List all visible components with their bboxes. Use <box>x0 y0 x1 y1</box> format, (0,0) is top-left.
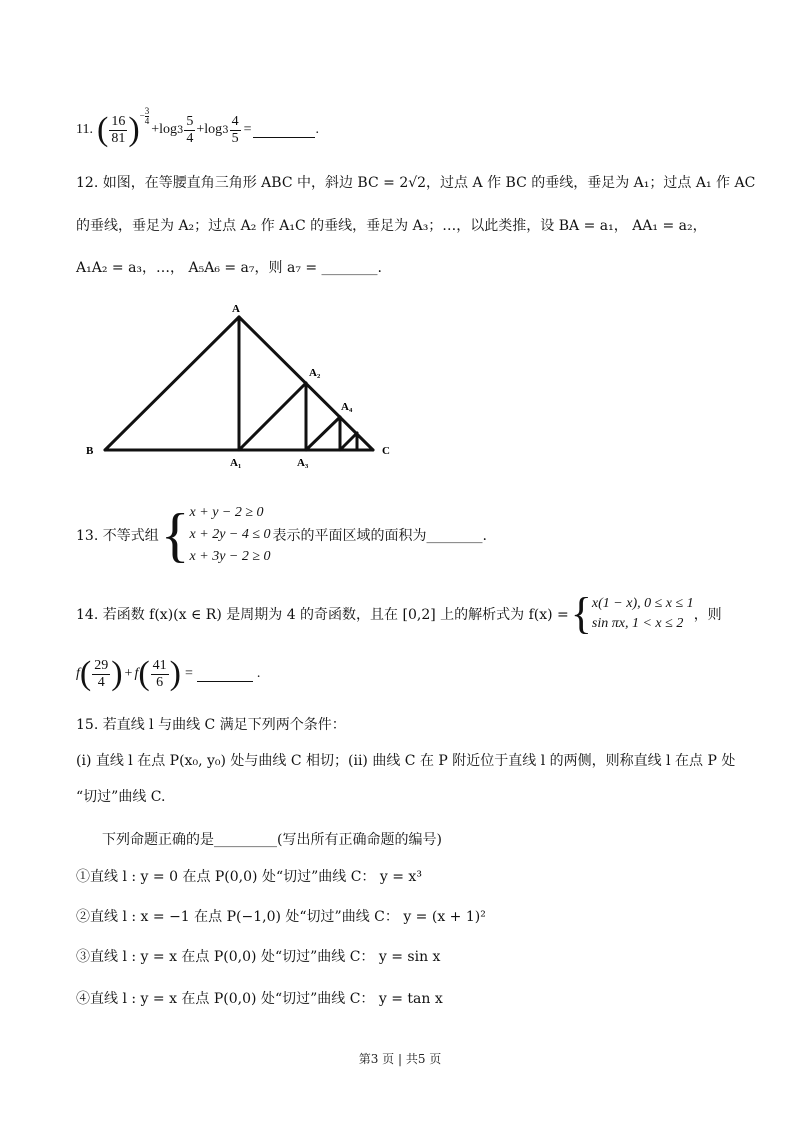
piecewise-brace: { <box>570 589 592 638</box>
question-13-suffix: 表示的平面区域的面积为________. <box>272 528 487 544</box>
page-footer: 第3 页 | 共5 页 <box>358 1052 442 1066</box>
q14-arg-2: $\frac{41}{6}$ <box>152 658 167 690</box>
q11-base-fraction: $\frac{16}{81}$ <box>111 114 126 146</box>
question-13 <box>76 498 487 572</box>
question-15-line-2: (i) 直线 l 在点 P(x₀, y₀) 处与曲线 C 相切；(ii) 曲线 C 在 P 附近位于直线 l 的两侧，则称直线 l 在点 P 处 <box>76 753 736 769</box>
option-2: ②直线 l : x = −1 在点 P(−1,0) 处“切过”曲线 C： y = (x + 1)² <box>76 909 486 925</box>
label-A4: A₄ <box>341 401 353 413</box>
triangle-figure <box>80 300 400 475</box>
option-4: ④直线 l : y = x 在点 P(0,0) 处“切过”曲线 C： y = tan x <box>76 991 443 1007</box>
label-C: C <box>382 445 390 457</box>
question-15-line-3: “切过”曲线 C. <box>76 789 166 805</box>
left-paren: ( <box>138 655 150 692</box>
q11-exponent: − $\frac{3}{4}$ <box>139 105 150 126</box>
right-paren: ) <box>111 655 123 692</box>
label-A1: A₁ <box>230 457 242 469</box>
option-3: ③直线 l : y = x 在点 P(0,0) 处“切过”曲线 C： y = sin x <box>76 949 441 965</box>
question-15-prompt: 下列命题正确的是_________(写出所有正确命题的编号) <box>102 832 442 848</box>
segment-A1A2 <box>239 383 306 450</box>
q11-log-arg-2: $\frac{4}{5}$ <box>231 114 239 146</box>
left-paren: ( <box>79 655 92 692</box>
segment-A5A6 <box>340 433 357 450</box>
label-B: B <box>86 445 94 457</box>
question-12-line-2: 的垂线，垂足为 A₂；过点 A₂ 作 A₁C 的垂线，垂足为 A₃；…，以此类推，设 BA = a₁， AA₁ = a₂， <box>76 218 707 234</box>
segment-A3A4 <box>306 417 340 450</box>
question-11-number: 11. <box>76 122 93 137</box>
right-paren: ) <box>169 655 181 692</box>
label-A3: A₃ <box>297 457 309 469</box>
question-15-line-1: 15. 若直线 l 与曲线 C 满足下列两个条件： <box>76 717 346 733</box>
q11-log-arg-1: $\frac{5}{4}$ <box>186 114 194 146</box>
question-12-line-1: 12. 如图，在等腰直角三角形 ABC 中，斜边 BC = 2√2，过点 A 作 BC 的垂线，垂足为 A₁；过点 A₁ 作 AC <box>76 175 756 191</box>
question-14-line-2: f ( $\frac{29}{4}$ ) + f ( $\frac{41}{6}$ ) = . <box>76 655 261 692</box>
piecewise-cases: x(1 − x), 0 ≤ x ≤ 1 sin πx, 1 < x ≤ 2 <box>591 596 694 631</box>
answer-blank[interactable] <box>197 667 253 682</box>
label-A2: A₂ <box>309 367 321 379</box>
inequality-system: x + y − 2 ≥ 0 x + 2y − 4 ≤ 0 x + 3y − 2 ≥ 0 <box>189 505 271 564</box>
question-11: 11. ( $\frac{16}{81}$ ) − $\frac{3}{4}$ +log 3 $\frac{5}{4}$ +log 3 $\frac{4}{5}$ = . <box>76 105 319 148</box>
label-A: A <box>232 303 240 315</box>
question-14-line-1: 14. 若函数 f(x)(x ∈ R) 是周期为 4 的奇函数，且在 [0,2] 上的解析式为 f(x) = { x(1 − x), 0 ≤ x ≤ 1 sin πx, 1 < x ≤ 2 ，则 <box>76 589 722 638</box>
question-13-prefix: 13. 不等式组 <box>76 528 159 544</box>
system-brace: { <box>160 502 190 568</box>
q14-arg-1: $\frac{29}{4}$ <box>94 658 109 690</box>
left-paren: ( <box>96 111 109 148</box>
segment-BA <box>105 317 239 450</box>
answer-blank[interactable] <box>253 123 315 138</box>
option-1: ①直线 l : y = 0 在点 P(0,0) 处“切过”曲线 C： y = x³ <box>76 869 422 885</box>
right-paren: ) <box>128 111 140 148</box>
question-12-line-3: A₁A₂ = a₃，…， A₅A₆ = a₇，则 a₇ = ________. <box>76 260 383 276</box>
